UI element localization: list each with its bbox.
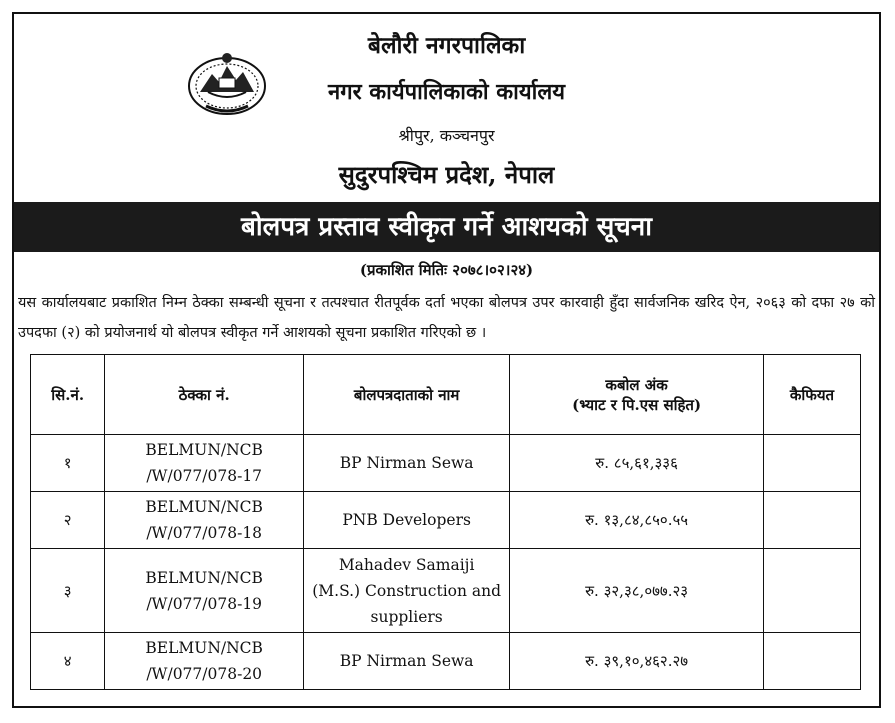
row-bid-amount: रु. ३२,३८,०७७.२३ (510, 549, 764, 633)
row-bidder-name (304, 435, 510, 492)
row-bidder-name (304, 633, 510, 690)
header-bid-amount-line2: (भ्याट र पि.एस सहित) (572, 395, 702, 414)
row-remarks (763, 633, 860, 690)
row-remarks (763, 435, 860, 492)
row-bid-amount: रु. ८५,६१,३३६ (510, 435, 764, 492)
bid-results-table (30, 354, 861, 690)
contract-no-line2: /W/077/078-20 (146, 665, 263, 683)
row-contract-no (105, 549, 304, 633)
contract-no-line2: /W/077/078-19 (146, 594, 263, 613)
row-serial: १ (31, 435, 105, 492)
contract-no-line1: BELMUN/NCB (145, 498, 263, 516)
row-bidder-name (304, 492, 510, 549)
row-bid-amount: रु. १३,८४,८५०.५५ (510, 492, 764, 549)
bidder-name-line1: BP Nirman Sewa (339, 652, 474, 670)
row-remarks (763, 492, 860, 549)
province-name: सुदुरपश्चिम प्रदेश, नेपाल (338, 160, 555, 189)
contract-no-line2: /W/077/078-17 (146, 467, 263, 485)
contract-no-line2: /W/077/078-18 (146, 524, 263, 542)
contract-no-line1: BELMUN/NCB (145, 568, 263, 587)
notice-body-text: यस कार्यालयबाट प्रकाशित निम्न ठेक्का सम्बन्धी सूचना र तत्पश्चात रीतपूर्वक दर्ता भएका बोलपत्र उपर कारवाही हुँदा सार्वजनिक खरिद ऐन, २०६३ को दफा २७ को उपदफा (२) को प्रयोजनार्थ यो बोलपत्र स्वीकृत गर्ने आशयको सूचना प्रकाशित गरिएको छ । (18, 295, 875, 341)
row-contract-no (105, 633, 304, 690)
table-header-row (31, 355, 861, 435)
contract-no-line1: BELMUN/NCB (145, 639, 263, 657)
header-contract-no: ठेक्का नं. (105, 355, 304, 435)
row-contract-no (105, 435, 304, 492)
header-remarks: कैफियत (763, 355, 860, 435)
bidder-name-line1: Mahadev Samaiji (338, 555, 475, 574)
notice-title-banner: बोलपत्र प्रस्ताव स्वीकृत गर्ने आशयको सूचना (14, 202, 879, 252)
table-row (31, 435, 861, 492)
row-serial: ३ (31, 549, 105, 633)
table-row (31, 633, 861, 690)
bidder-name-line1: PNB Developers (342, 511, 471, 529)
table-row (31, 549, 861, 633)
notice-header (14, 14, 879, 202)
row-remarks (763, 549, 860, 633)
office-name: नगर कार्यपालिकाको कार्यालय (328, 79, 565, 105)
office-address: श्रीपुर, कञ्चनपुर (398, 126, 495, 145)
header-serial: सि.नं. (31, 355, 105, 435)
bidder-name-line3: suppliers (370, 607, 443, 626)
header-bid-amount (510, 355, 764, 435)
published-date: (प्रकाशित मितिः २०७८।०२।२४) (359, 261, 534, 279)
bidder-name-line1: BP Nirman Sewa (339, 454, 474, 472)
table-row (31, 492, 861, 549)
contract-no-line1: BELMUN/NCB (145, 441, 263, 459)
notice-page (12, 12, 881, 708)
header-bidder-name: बोलपत्रदाताको नाम (304, 355, 510, 435)
row-serial: २ (31, 492, 105, 549)
bidder-name-line2: (M.S.) Construction and (312, 581, 502, 600)
row-contract-no (105, 492, 304, 549)
row-bid-amount: रु. ३९,१०,४६२.२७ (510, 633, 764, 690)
header-bid-amount-line1: कबोल अंक (605, 375, 668, 394)
row-bidder-name (304, 549, 510, 633)
row-serial: ४ (31, 633, 105, 690)
municipality-name: बेलौरी नगरपालिका (367, 32, 526, 59)
